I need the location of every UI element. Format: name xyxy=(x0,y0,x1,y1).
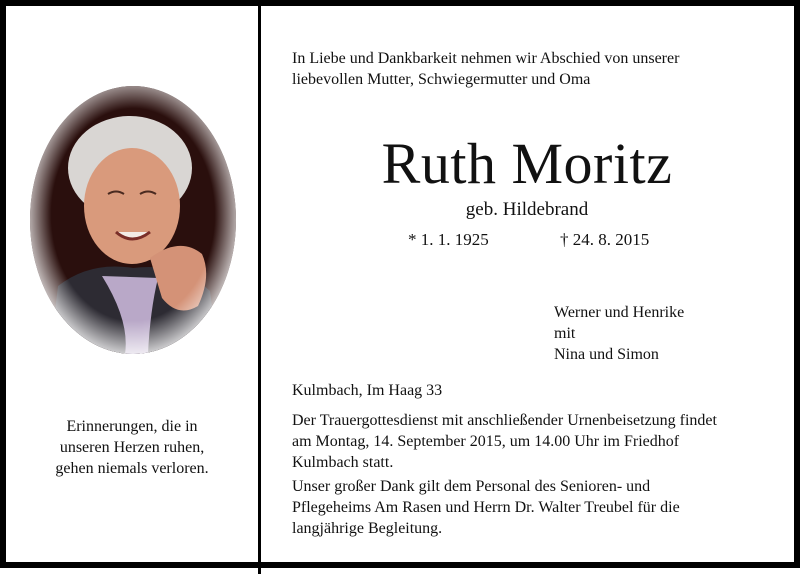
thanks-line: Pflegeheims Am Rasen und Herrn Dr. Walter Treubel für die xyxy=(292,499,680,516)
address: Kulmbach, Im Haag 33 xyxy=(292,382,443,399)
service-info xyxy=(292,410,717,473)
birth-date: * 1. 1. 1925 xyxy=(408,230,489,249)
death-date: † 24. 8. 2015 xyxy=(560,230,650,249)
service-line: Der Trauergottesdienst mit anschließender Urnenbeisetzung findet xyxy=(292,412,717,429)
quote-line: Erinnerungen, die in xyxy=(66,418,198,435)
service-line: am Montag, 14. September 2015, um 14.00 Uhr im Friedhof xyxy=(292,433,680,450)
intro-line: In Liebe und Dankbarkeit nehmen wir Abschied von unserer xyxy=(292,50,680,67)
intro-text xyxy=(292,48,679,90)
mourner-line: Werner und Henrike xyxy=(554,304,685,321)
deceased-name: Ruth Moritz xyxy=(381,131,673,196)
portrait-photo xyxy=(30,86,236,354)
service-line: Kulmbach statt. xyxy=(292,454,394,471)
quote-line: unseren Herzen ruhen, xyxy=(59,439,205,456)
birth-name: geb. Hildebrand xyxy=(465,199,589,220)
thanks-line: Unser großer Dank gilt dem Personal des Senioren- und xyxy=(292,478,651,495)
thanks-line: langjährige Begleitung. xyxy=(292,520,443,537)
mourner-line: Nina und Simon xyxy=(554,346,659,363)
quote-line: gehen niemals verloren. xyxy=(55,460,209,477)
mourners-list xyxy=(554,302,684,365)
thanks-text xyxy=(292,476,680,539)
memorial-quote xyxy=(26,416,238,479)
mourner-line: mit xyxy=(554,325,576,342)
vertical-divider xyxy=(258,6,261,574)
intro-line: liebevollen Mutter, Schwiegermutter und Oma xyxy=(292,71,591,88)
